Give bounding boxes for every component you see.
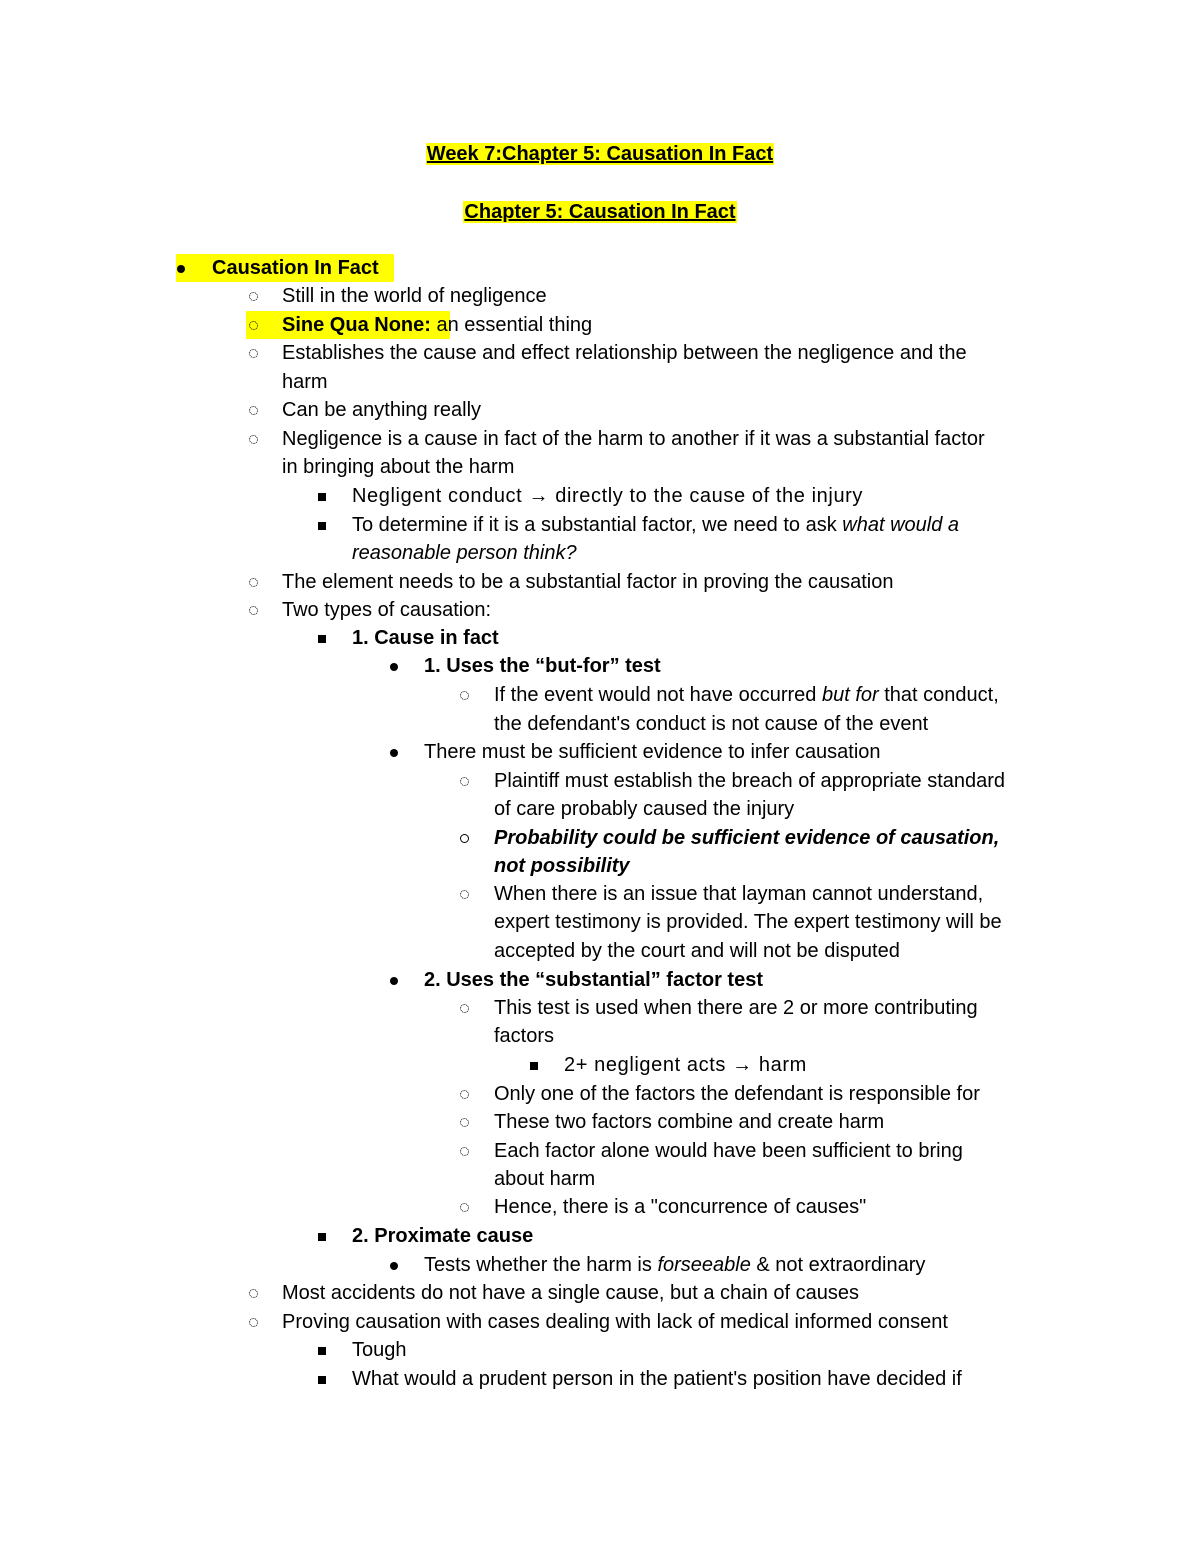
list-item: When there is an issue that layman cannot understand, bbox=[494, 883, 984, 905]
list-item: Negligent conduct → directly to the cause of the injury bbox=[352, 485, 864, 507]
chapter-heading bbox=[0, 198, 1200, 226]
bullet-ring bbox=[454, 1080, 474, 1108]
document-title bbox=[0, 140, 1200, 168]
list-item-continuation: in bringing about the harm bbox=[282, 456, 515, 478]
bullet-disc bbox=[384, 1251, 404, 1279]
bullet-ring bbox=[454, 824, 474, 852]
bullet-disc bbox=[384, 738, 404, 766]
list-item: Each factor alone would have been sufficient to bring bbox=[494, 1140, 963, 1162]
bullet-ring bbox=[243, 425, 263, 453]
bullet-disc bbox=[384, 966, 404, 994]
bullet-ring bbox=[454, 1193, 474, 1221]
list-item-emphasis: what would a bbox=[842, 514, 960, 536]
bullet-square bbox=[312, 1222, 332, 1250]
list-item-continuation: expert testimony is provided. The expert testimony will be bbox=[494, 911, 1002, 933]
list-item: Plaintiff must establish the breach of appropriate standard bbox=[494, 770, 1006, 792]
list-item-continuation: factors bbox=[494, 1025, 555, 1047]
bullet-ring bbox=[243, 311, 263, 339]
list-item: Most accidents do not have a single cause, but a chain of causes bbox=[282, 1282, 860, 1304]
list-item: Proving causation with cases dealing with lack of medical informed consent bbox=[282, 1311, 948, 1333]
bullet-ring bbox=[243, 396, 263, 424]
list-item-continuation: harm bbox=[282, 371, 328, 393]
list-item-continuation: not possibility bbox=[494, 855, 630, 877]
list-item-continuation: the defendant's conduct is not cause of the event bbox=[494, 713, 929, 735]
list-item-emphasis: but for bbox=[821, 684, 879, 706]
bullet-ring bbox=[243, 1308, 263, 1336]
bullet-square bbox=[524, 1051, 544, 1079]
list-item-emphasis: Probability could be sufficient evidence of causation, bbox=[494, 827, 1000, 849]
bullet-ring bbox=[243, 596, 263, 624]
list-item bbox=[282, 311, 592, 339]
list-item-emphasis: forseeable bbox=[657, 1254, 751, 1276]
list-item bbox=[352, 511, 959, 539]
list-item: Only one of the factors the defendant is responsible for bbox=[494, 1083, 980, 1105]
subheading-but-for-test: 1. Uses the “but-for” test bbox=[424, 655, 661, 677]
list-item: 2+ negligent acts → harm bbox=[564, 1054, 807, 1076]
bullet-square bbox=[312, 1336, 332, 1364]
subheading-substantial-factor-test: 2. Uses the “substantial” factor test bbox=[424, 969, 763, 991]
list-item: Two types of causation: bbox=[282, 599, 492, 621]
list-item: Tough bbox=[352, 1339, 407, 1361]
list-item-continuation: about harm bbox=[494, 1168, 596, 1190]
list-item-text: & not extraordinary bbox=[750, 1254, 926, 1276]
list-item-text: If the event would not have occurred bbox=[494, 684, 822, 706]
list-item-text: To determine if it is a substantial factor, we need to ask bbox=[352, 514, 843, 536]
definition-text: an essential thing bbox=[430, 314, 593, 336]
bullet-ring bbox=[243, 339, 263, 367]
subheading-cause-in-fact: 1. Cause in fact bbox=[352, 627, 499, 649]
list-item: This test is used when there are 2 or more contributing bbox=[494, 997, 978, 1019]
list-item: These two factors combine and create harm bbox=[494, 1111, 885, 1133]
list-item-continuation: accepted by the court and will not be disputed bbox=[494, 940, 900, 962]
bullet-ring bbox=[454, 880, 474, 908]
bullet-square bbox=[312, 1365, 332, 1393]
list-item-text: that conduct, bbox=[878, 684, 999, 706]
list-item: Negligence is a cause in fact of the harm to another if it was a substantial factor bbox=[282, 428, 985, 450]
list-item bbox=[424, 1251, 925, 1279]
list-item bbox=[494, 681, 999, 709]
list-item: The element needs to be a substantial factor in proving the causation bbox=[282, 571, 894, 593]
list-item: Hence, there is a "concurrence of causes" bbox=[494, 1196, 867, 1218]
bullet-disc bbox=[171, 254, 191, 282]
bullet-ring bbox=[243, 568, 263, 596]
bullet-ring bbox=[454, 767, 474, 795]
bullet-square bbox=[312, 482, 332, 510]
list-item-continuation: reasonable person think? bbox=[352, 542, 577, 564]
heading-causation-in-fact: Causation In Fact bbox=[212, 257, 379, 279]
bullet-square bbox=[312, 624, 332, 652]
list-item: Still in the world of negligence bbox=[282, 285, 547, 307]
list-item: Establishes the cause and effect relationship between the negligence and the bbox=[282, 342, 967, 364]
bullet-square bbox=[312, 511, 332, 539]
list-item-text: Tests whether the harm is bbox=[424, 1254, 658, 1276]
bullet-ring bbox=[243, 282, 263, 310]
bullet-ring bbox=[454, 994, 474, 1022]
term-sine-qua-none: Sine Qua None: bbox=[282, 314, 431, 336]
bullet-ring bbox=[243, 1279, 263, 1307]
document-title-text: Week 7:Chapter 5: Causation In Fact bbox=[426, 143, 774, 165]
bullet-ring bbox=[454, 1108, 474, 1136]
chapter-heading-text: Chapter 5: Causation In Fact bbox=[464, 201, 736, 223]
bullet-ring bbox=[454, 1137, 474, 1165]
list-item: What would a prudent person in the patient's position have decided if bbox=[352, 1368, 962, 1390]
list-item: Can be anything really bbox=[282, 399, 482, 421]
subheading-proximate-cause: 2. Proximate cause bbox=[352, 1225, 534, 1247]
bullet-ring bbox=[454, 681, 474, 709]
list-item: There must be sufficient evidence to infer causation bbox=[424, 741, 881, 763]
bullet-disc bbox=[384, 652, 404, 680]
list-item-continuation: of care probably caused the injury bbox=[494, 798, 795, 820]
